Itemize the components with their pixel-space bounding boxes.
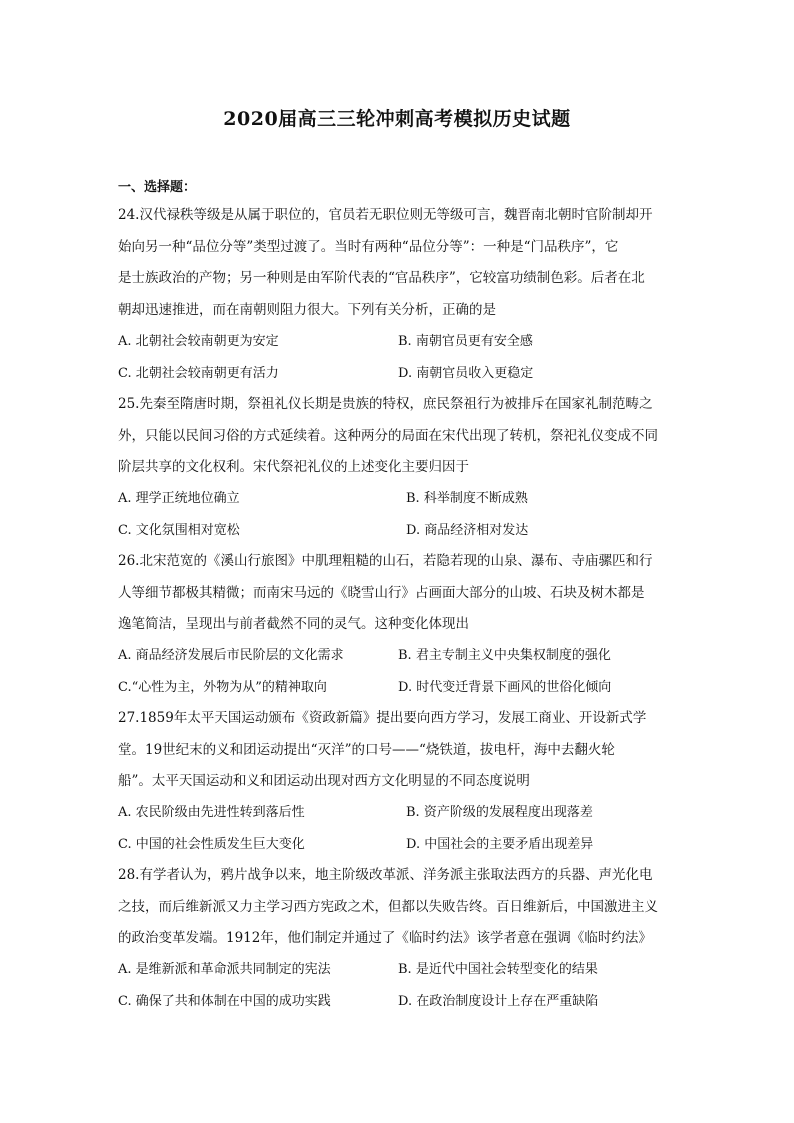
question-line: 27.1859年太平天国运动颁布《资政新篇》提出要向西方学习，发展工商业、开设新式学: [118, 710, 647, 726]
option-d: D. 南朝官员收入更稳定: [398, 365, 534, 381]
question-line: 26.北宋范宽的《溪山行旅图》中肌理粗糙的山石，若隐若现的山泉、瀑布、寺庙骡匹和行: [118, 553, 653, 569]
option-b: B. 资产阶级的发展程度出现落差: [406, 805, 593, 820]
option-c: C. 文化氛围相对宽松: [118, 522, 240, 538]
option-c: C. 中国的社会性质发生巨大变化: [118, 836, 305, 852]
question-26-options: [118, 640, 678, 703]
question-line: 船”。太平天国运动和义和团运动出现对西方文化明显的不同态度说明: [118, 773, 530, 789]
question-line: 朝却迅速推进，而在南朝则阻力很大。下列有关分析，正确的是: [118, 301, 496, 318]
option-c: C.“心性为主，外物为从”的精神取向: [118, 679, 327, 695]
option-row: [118, 829, 678, 861]
question-24-options: [118, 326, 678, 389]
question-line: 外，只能以民间习俗的方式延续着。这种两分的局面在宋代出现了转机，祭祀礼仪变成不同: [118, 427, 658, 444]
question-line: 25.先秦至隋唐时期，祭祖礼仪长期是贵族的特权，庶民祭祖行为被排斥在国家礼制范畴之: [118, 396, 653, 412]
option-row: [118, 672, 678, 704]
option-row: [118, 326, 678, 358]
question-25-stem: [118, 389, 678, 484]
option-row: [118, 797, 678, 829]
question-line: 24.汉代禄秩等级是从属于职位的，官员若无职位则无等级可言，魏晋南北朝时官阶制却开: [118, 207, 653, 223]
question-28-stem: [118, 860, 678, 955]
option-d: D. 在政治制度设计上存在严重缺陷: [398, 993, 599, 1009]
question-25-options: [118, 483, 678, 546]
question-line: 逸笔简洁，呈现出与前者截然不同的灵气。这种变化体现出: [118, 616, 469, 632]
option-d: D. 时代变迁背景下画风的世俗化倾向: [398, 679, 612, 695]
option-a: A. 理学正统地位确立: [118, 491, 240, 506]
question-line: 之技，而后维新派又力主学习西方宪政之术，但都以失败告终。百日维新后，中国激进主义: [118, 898, 658, 915]
question-line: 始向另一种“品位分等”类型过渡了。当时有两种“品位分等”：一种是“门品秩序”，它: [118, 238, 619, 255]
question-24-stem: [118, 200, 678, 326]
option-b: B. 科举制度不断成熟: [406, 491, 528, 506]
section-heading: 一、选择题：: [118, 180, 197, 195]
question-line: 阶层共享的文化权利。宋代祭祀礼仪的上述变化主要归因于: [118, 459, 469, 475]
question-line: 28.有学者认为，鸦片战争以来，地主阶级改革派、洋务派主张取法西方的兵器、声光化电: [118, 867, 653, 883]
option-row: [118, 954, 678, 986]
option-b: B. 南朝官员更有安全感: [398, 334, 533, 349]
question-line: 是士族政治的产物；另一种则是由军阶代表的“官品秩序”，它较富功绩制色彩。后者在北: [118, 270, 645, 286]
option-row: [118, 986, 678, 1018]
option-b: B. 是近代中国社会转型变化的结果: [398, 962, 598, 977]
question-line: 人等细节都极其精微；而南宋马远的《晓雪山行》占画面大部分的山坡、石块及树木都是: [118, 584, 645, 601]
option-row: [118, 640, 678, 672]
option-a: A. 是维新派和革命派共同制定的宪法: [118, 962, 331, 977]
option-c: C. 北朝社会较南朝更有活力: [118, 365, 279, 381]
option-d: D. 中国社会的主要矛盾出现差异: [406, 836, 594, 852]
question-27-stem: [118, 703, 678, 798]
option-a: A. 商品经济发展后市民阶层的文化需求: [118, 648, 344, 663]
option-row: [118, 358, 678, 390]
option-row: [118, 483, 678, 515]
option-b: B. 君主专制主义中央集权制度的强化: [398, 648, 611, 663]
page-title: 2020届高三三轮冲刺高考模拟历史试题: [223, 108, 571, 130]
question-28-options: [118, 954, 678, 1017]
question-27-options: [118, 797, 678, 860]
option-row: [118, 515, 678, 547]
option-c: C. 确保了共和体制在中国的成功实践: [118, 993, 331, 1009]
question-26-stem: [118, 546, 678, 641]
option-a: A. 农民阶级由先进性转到落后性: [118, 805, 305, 820]
question-line: 堂。19世纪末的义和团运动提出“灭洋”的口号——“烧铁道，拔电杆，海中去翻火轮: [118, 741, 615, 758]
option-d: D. 商品经济相对发达: [406, 522, 529, 538]
question-line: 的政治变革发端。1912年，他们制定并通过了《临时约法》该学者意在强调《临时约法》: [118, 930, 652, 946]
option-a: A. 北朝社会较南朝更为安定: [118, 334, 279, 349]
